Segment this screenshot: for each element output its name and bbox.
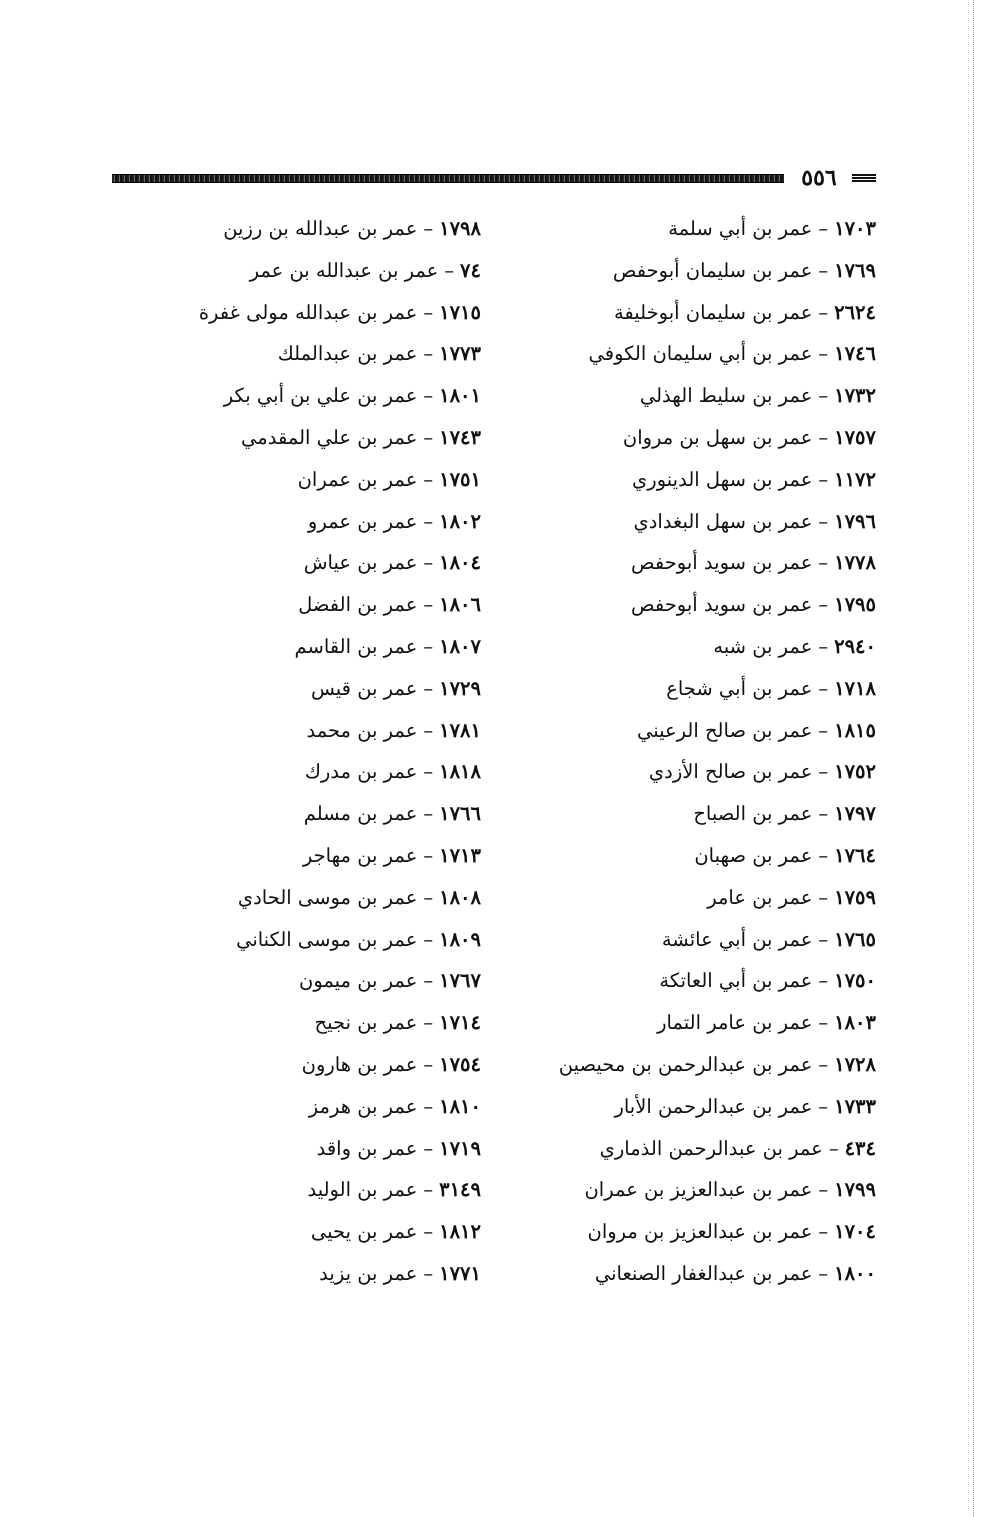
entry-name: عمر بن صالح الرعيني bbox=[637, 718, 813, 742]
entry-name: عمر بن موسى الكناني bbox=[236, 927, 418, 951]
entry-number: ١٨٠٣ bbox=[834, 1011, 876, 1035]
entry-number: ١٨١٨ bbox=[439, 760, 481, 784]
entry-name: عمر بن مهاجر bbox=[302, 843, 418, 867]
entry-name: عمر بن عياش bbox=[303, 551, 418, 575]
entry-dash: – bbox=[423, 802, 434, 826]
entry-dash: – bbox=[423, 1261, 434, 1285]
entry-name: عمر بن علي المقدمي bbox=[241, 425, 418, 449]
index-entry bbox=[546, 292, 876, 334]
index-entry bbox=[546, 542, 876, 584]
entry-dash: – bbox=[423, 1136, 434, 1160]
entry-name: عمر بن ميمون bbox=[299, 969, 418, 993]
entry-name: عمر بن سليمان أبوخليفة bbox=[613, 300, 813, 324]
index-entry bbox=[151, 751, 481, 793]
index-entry bbox=[151, 1169, 481, 1211]
entry-number: ١٧٥٢ bbox=[834, 760, 876, 784]
entry-number: ١٧٦٤ bbox=[834, 843, 876, 867]
index-entry bbox=[151, 417, 481, 459]
index-entry bbox=[151, 501, 481, 543]
entry-number: ١٧٩٥ bbox=[834, 593, 876, 617]
entry-dash: – bbox=[423, 760, 434, 784]
index-entry bbox=[546, 250, 876, 292]
entry-number: ١٧٥٠ bbox=[834, 969, 876, 993]
entry-name: عمر بن عبدالله بن رزين bbox=[223, 217, 418, 240]
index-entry bbox=[546, 1128, 876, 1170]
entry-dash: – bbox=[818, 885, 829, 909]
entry-name: عمر بن عبدالعزيز بن عمران bbox=[584, 1178, 813, 1202]
entry-dash: – bbox=[818, 676, 829, 700]
entry-name: عمر بن عبدالملك bbox=[277, 342, 418, 366]
entry-number: ١٧٢٩ bbox=[439, 676, 481, 700]
index-entry bbox=[546, 626, 876, 668]
entry-number: ١٨٠٨ bbox=[439, 885, 481, 909]
entry-name: عمر بن أبي شجاع bbox=[666, 676, 813, 700]
entry-number: ١٧٠٣ bbox=[834, 217, 876, 240]
entry-number: ١٨٠٦ bbox=[439, 593, 481, 617]
entry-name: عمر بن عبدالرحمن بن محيصين bbox=[558, 1052, 813, 1076]
entry-name: عمر بن سليط الهذلي bbox=[639, 384, 813, 408]
entry-name: عمر بن نجيح bbox=[314, 1011, 418, 1035]
index-entry bbox=[151, 793, 481, 835]
entry-number: ٧٤ bbox=[460, 258, 481, 282]
entry-number: ١٧٦٦ bbox=[439, 802, 481, 826]
index-entry bbox=[546, 1002, 876, 1044]
entry-name: عمر بن عمرو bbox=[307, 509, 418, 533]
entry-name: عمر بن يزيد bbox=[319, 1261, 418, 1285]
index-entry bbox=[151, 710, 481, 752]
entry-name: عمر بن الفضل bbox=[298, 593, 418, 617]
entry-name: عمر بن يحيى bbox=[310, 1220, 418, 1244]
entry-dash: – bbox=[423, 1094, 434, 1118]
entry-name: عمر بن سليمان أبوحفص bbox=[612, 258, 813, 282]
entry-dash: – bbox=[818, 593, 829, 617]
entry-dash: – bbox=[818, 634, 829, 658]
entry-number: ١٧٤٦ bbox=[834, 342, 876, 366]
index-entry bbox=[546, 877, 876, 919]
entry-number: ١٨٠٧ bbox=[439, 634, 481, 658]
entry-name: عمر بن عامر التمار bbox=[657, 1011, 813, 1035]
entry-number: ١٧٦٧ bbox=[439, 969, 481, 993]
entry-dash: – bbox=[423, 718, 434, 742]
entry-dash: – bbox=[818, 1094, 829, 1118]
entry-dash: – bbox=[818, 425, 829, 449]
index-entry bbox=[546, 1086, 876, 1128]
index-entry bbox=[151, 250, 481, 292]
entry-dash: – bbox=[423, 1178, 434, 1202]
entry-dash: – bbox=[818, 760, 829, 784]
entry-name: عمر بن أبي سليمان الكوفي bbox=[588, 342, 813, 366]
entry-dash: – bbox=[818, 1261, 829, 1285]
entry-dash: – bbox=[818, 217, 829, 240]
index-entry bbox=[151, 292, 481, 334]
entry-name: عمر بن عبدالرحمن الأبار bbox=[614, 1094, 813, 1118]
entry-number: ١٨٠٩ bbox=[439, 927, 481, 951]
entry-number: ١٧٩٨ bbox=[439, 217, 481, 240]
entry-name: عمر بن هارون bbox=[301, 1052, 418, 1076]
entry-name: عمر بن عبدالله مولى غفرة bbox=[198, 300, 418, 324]
entry-dash: – bbox=[423, 300, 434, 324]
index-entry bbox=[151, 584, 481, 626]
entry-name: عمر بن عمران bbox=[297, 467, 418, 491]
index-entry bbox=[151, 375, 481, 417]
entry-name: عمر بن شبه bbox=[713, 634, 813, 658]
entry-number: ١٨٠٤ bbox=[439, 551, 481, 575]
entry-dash: – bbox=[423, 1011, 434, 1035]
index-entry bbox=[546, 668, 876, 710]
entry-number: ١٧٤٣ bbox=[439, 425, 481, 449]
entry-dash: – bbox=[423, 467, 434, 491]
entry-dash: – bbox=[818, 1011, 829, 1035]
entry-number: ١٨١٥ bbox=[834, 718, 876, 742]
index-entry bbox=[151, 1002, 481, 1044]
entry-name: عمر بن مسلم bbox=[303, 802, 418, 826]
index-entry bbox=[151, 1086, 481, 1128]
index-entry bbox=[546, 459, 876, 501]
entry-name: عمر بن سهل البغدادي bbox=[633, 509, 813, 533]
index-column-right bbox=[546, 208, 876, 1295]
entry-name: عمر بن سويد أبوحفص bbox=[631, 551, 813, 575]
index-entry bbox=[546, 710, 876, 752]
entry-name: عمر بن أبي عائشة bbox=[661, 927, 813, 951]
index-entry bbox=[546, 919, 876, 961]
entry-number: ١٧٨١ bbox=[439, 718, 481, 742]
index-entry bbox=[151, 960, 481, 1002]
entry-dash: – bbox=[423, 384, 434, 408]
entry-name: عمر بن صهبان bbox=[694, 843, 813, 867]
index-entry bbox=[546, 584, 876, 626]
entry-number: ١٧٣٢ bbox=[834, 384, 876, 408]
entry-dash: – bbox=[423, 425, 434, 449]
entry-name: عمر بن الصباح bbox=[693, 802, 813, 826]
entry-dash: – bbox=[423, 927, 434, 951]
index-entry bbox=[546, 1169, 876, 1211]
entry-number: ١٧٥٩ bbox=[834, 885, 876, 909]
entry-dash: – bbox=[423, 676, 434, 700]
entry-number: ١٨١٢ bbox=[439, 1220, 481, 1244]
entry-dash: – bbox=[818, 1178, 829, 1202]
entry-number: ١٧١٣ bbox=[439, 843, 481, 867]
entry-dash: – bbox=[818, 969, 829, 993]
entry-name: عمر بن علي بن أبي بكر bbox=[223, 384, 418, 408]
entry-dash: – bbox=[423, 634, 434, 658]
entry-name: عمر بن مدرك bbox=[304, 760, 418, 784]
entry-number: ١٧٦٩ bbox=[834, 258, 876, 282]
entry-dash: – bbox=[818, 802, 829, 826]
entry-name: عمر بن عبدالرحمن الذماري bbox=[599, 1136, 823, 1160]
entry-dash: – bbox=[818, 467, 829, 491]
index-entry bbox=[151, 668, 481, 710]
index-entry bbox=[151, 877, 481, 919]
index-entry bbox=[151, 459, 481, 501]
index-entry bbox=[546, 793, 876, 835]
entry-dash: – bbox=[423, 551, 434, 575]
entry-name: عمر بن عبدالعزيز بن مروان bbox=[587, 1220, 813, 1244]
entry-name: عمر بن هرمز bbox=[308, 1094, 418, 1118]
entry-name: عمر بن عامر bbox=[707, 885, 813, 909]
index-column-left bbox=[151, 208, 481, 1295]
index-entry bbox=[546, 1253, 876, 1295]
index-entry bbox=[546, 1211, 876, 1253]
entry-name: عمر بن صالح الأزدي bbox=[648, 760, 813, 784]
entry-name: عمر بن سويد أبوحفص bbox=[631, 593, 813, 617]
entry-number: ٤٣٤ bbox=[844, 1136, 876, 1160]
entry-name: عمر بن الوليد bbox=[307, 1178, 418, 1202]
entry-name: عمر بن القاسم bbox=[294, 634, 418, 658]
index-entry bbox=[546, 333, 876, 375]
entry-name: عمر بن موسى الحادي bbox=[237, 885, 418, 909]
index-entry bbox=[151, 208, 481, 250]
entry-dash: – bbox=[423, 969, 434, 993]
entry-dash: – bbox=[818, 384, 829, 408]
index-entry bbox=[546, 501, 876, 543]
entry-number: ١٧١٤ bbox=[439, 1011, 481, 1035]
entry-dash: – bbox=[423, 1052, 434, 1076]
entry-number: ٢٩٤٠ bbox=[834, 634, 876, 658]
entry-number: ١٧٩٧ bbox=[834, 802, 876, 826]
entry-dash: – bbox=[818, 551, 829, 575]
entry-number: ١٧٧٨ bbox=[834, 551, 876, 575]
entry-dash: – bbox=[423, 593, 434, 617]
entry-name: عمر بن عبدالغفار الصنعاني bbox=[594, 1261, 813, 1285]
entry-dash: – bbox=[818, 927, 829, 951]
entry-dash: – bbox=[828, 1136, 839, 1160]
entry-dash: – bbox=[818, 300, 829, 324]
page-number: ٥٥٦ bbox=[801, 165, 837, 191]
entry-name: عمر بن قيس bbox=[310, 676, 418, 700]
entry-number: ١٨١٠ bbox=[439, 1094, 481, 1118]
index-entry bbox=[151, 1253, 481, 1295]
index-entry bbox=[546, 208, 876, 250]
entry-number: ١٧١٥ bbox=[439, 300, 481, 324]
entry-number: ١٧٠٤ bbox=[834, 1220, 876, 1244]
index-entry bbox=[546, 835, 876, 877]
header-rule bbox=[112, 174, 784, 183]
index-entry bbox=[151, 333, 481, 375]
entry-dash: – bbox=[818, 258, 829, 282]
index-entry bbox=[151, 626, 481, 668]
page-header bbox=[112, 165, 876, 191]
entry-number: ١٧٢٨ bbox=[834, 1052, 876, 1076]
entry-dash: – bbox=[444, 258, 455, 282]
entry-name: عمر بن عبدالله بن عمر bbox=[249, 258, 439, 282]
entry-name: عمر بن أبي العاتكة bbox=[659, 969, 813, 993]
entry-number: ١٧٥٧ bbox=[834, 425, 876, 449]
entry-name: عمر بن سهل بن مروان bbox=[622, 425, 813, 449]
entry-dash: – bbox=[818, 1052, 829, 1076]
entry-number: ١٧١٨ bbox=[834, 676, 876, 700]
entry-name: عمر بن أبي سلمة bbox=[668, 217, 813, 240]
entry-number: ٣١٤٩ bbox=[439, 1178, 481, 1202]
index-entry bbox=[546, 751, 876, 793]
entry-name: عمر بن سهل الدينوري bbox=[632, 467, 813, 491]
entry-number: ١٧٩٦ bbox=[834, 509, 876, 533]
entry-number: ١٧٧٣ bbox=[439, 342, 481, 366]
entry-dash: – bbox=[818, 1220, 829, 1244]
entry-number: ١١٧٢ bbox=[834, 467, 876, 491]
entry-number: ١٧٧١ bbox=[439, 1261, 481, 1285]
entry-name: عمر بن واقد bbox=[316, 1136, 418, 1160]
entry-dash: – bbox=[423, 1220, 434, 1244]
entry-number: ١٧٣٣ bbox=[834, 1094, 876, 1118]
index-entry bbox=[546, 417, 876, 459]
entry-dash: – bbox=[818, 342, 829, 366]
entry-dash: – bbox=[818, 843, 829, 867]
entry-number: ١٧٥١ bbox=[439, 467, 481, 491]
entry-number: ٢٦٢٤ bbox=[834, 300, 876, 324]
index-entry bbox=[546, 375, 876, 417]
header-ornament bbox=[852, 173, 876, 182]
entry-dash: – bbox=[423, 217, 434, 240]
entry-dash: – bbox=[423, 509, 434, 533]
entry-number: ١٧١٩ bbox=[439, 1136, 481, 1160]
entry-number: ١٧٦٥ bbox=[834, 927, 876, 951]
entry-name: عمر بن محمد bbox=[306, 718, 418, 742]
index-entry bbox=[151, 919, 481, 961]
entry-number: ١٧٩٩ bbox=[834, 1178, 876, 1202]
entry-number: ١٨٠١ bbox=[439, 384, 481, 408]
index-entry bbox=[546, 960, 876, 1002]
index-entry bbox=[546, 1044, 876, 1086]
entry-dash: – bbox=[423, 843, 434, 867]
page-edge-line bbox=[973, 0, 974, 1517]
entry-dash: – bbox=[818, 718, 829, 742]
entry-number: ١٨٠٠ bbox=[834, 1261, 876, 1285]
index-entry bbox=[151, 1128, 481, 1170]
index-entry bbox=[151, 1044, 481, 1086]
index-entry bbox=[151, 835, 481, 877]
entry-dash: – bbox=[818, 509, 829, 533]
entry-dash: – bbox=[423, 885, 434, 909]
entry-number: ١٨٠٢ bbox=[439, 509, 481, 533]
entry-number: ١٧٥٤ bbox=[439, 1052, 481, 1076]
entry-dash: – bbox=[423, 342, 434, 366]
index-entry bbox=[151, 1211, 481, 1253]
index-entry bbox=[151, 542, 481, 584]
